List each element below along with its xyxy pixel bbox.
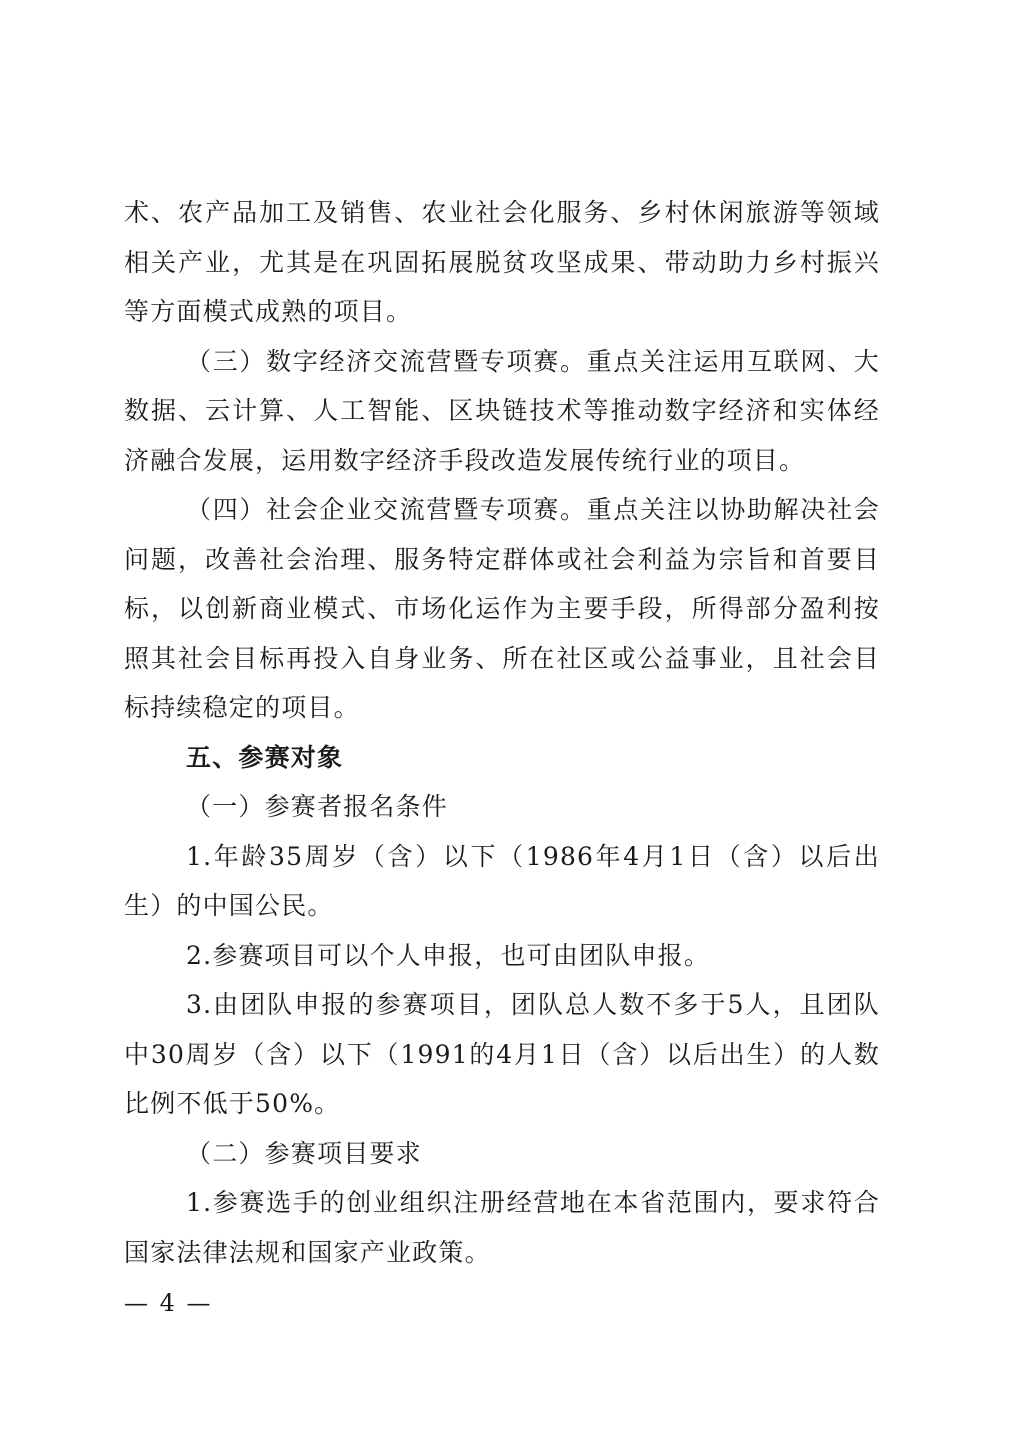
paragraph-social-enterprise: （四）社会企业交流营暨专项赛。重点关注以协助解决社会问题，改善社会治理、服务特定群体或社会利益为宗旨和首要目标，以创新商业模式、市场化运作为主要手段，所得部分盈利按照其社会目标再投入自身业务、所在社区或公益事业，且社会目标持续稳定的项目。 [124, 495, 880, 722]
page-number: — 4 — [124, 1289, 213, 1317]
paragraph-digital-economy: （三）数字经济交流营暨专项赛。重点关注运用互联网、大数据、云计算、人工智能、区块链技术等推动数字经济和实体经济融合发展，运用数字经济手段改造发展传统行业的项目。 [124, 346, 880, 475]
document-body [124, 188, 880, 1277]
subheading-registration-conditions: （一）参赛者报名条件 [186, 792, 449, 821]
item-registration-location: 1.参赛选手的创业组织注册经营地在本省范围内，要求符合国家法律法规和国家产业政策。 [124, 1188, 880, 1267]
item-age-requirement: 1.年龄35周岁（含）以下（1986年4月1日（含）以后出生）的中国公民。 [124, 841, 880, 920]
item-application-mode: 2.参赛项目可以个人申报，也可由团队申报。 [186, 940, 711, 970]
section-heading-participants: 五、参赛对象 [186, 742, 344, 772]
item-team-requirement: 3.由团队申报的参赛项目，团队总人数不多于5人，且团队中30周岁（含）以下（1991的4月1日（含）以后出生）的人数比例不低于50%。 [124, 990, 880, 1118]
paragraph-continuation: 术、农产品加工及销售、农业社会化服务、乡村休闲旅游等领域相关产业，尤其是在巩固拓展脱贫攻坚成果、带动助力乡村振兴等方面模式成熟的项目。 [124, 198, 880, 326]
subheading-project-requirements: （二）参赛项目要求 [186, 1138, 422, 1168]
